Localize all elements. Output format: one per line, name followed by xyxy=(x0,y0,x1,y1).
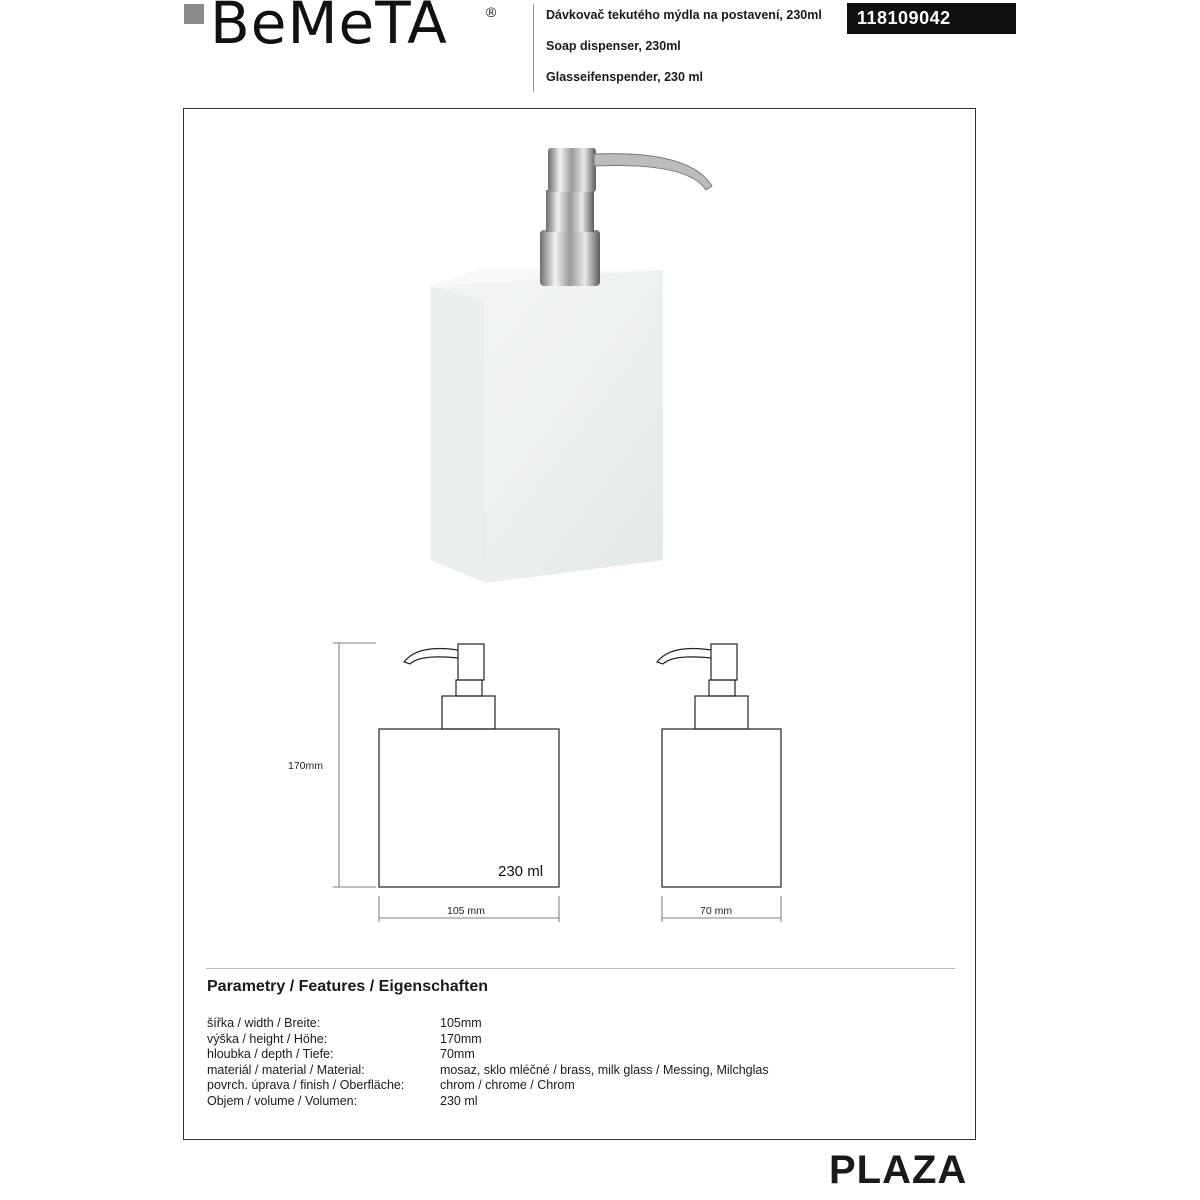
feature-row xyxy=(207,1063,769,1079)
feature-value: mosaz, sklo mléčné / brass, milk glass / Messing, Milchglas xyxy=(440,1062,769,1077)
dimension-lines xyxy=(333,643,781,922)
title-german: Glasseifenspender, 230 ml xyxy=(546,70,704,84)
feature-value: 70mm xyxy=(440,1047,475,1061)
feature-row xyxy=(207,1078,769,1094)
side-width-dimension-label: 70 mm xyxy=(700,905,733,917)
features-table xyxy=(207,1016,769,1109)
height-dimension-label: 170mm xyxy=(288,760,324,772)
feature-value: chrom / chrome / Chrom xyxy=(440,1078,575,1092)
feature-row xyxy=(207,1016,769,1032)
feature-label: výška / height / Höhe: xyxy=(207,1031,328,1046)
features-title: Parametry / Features / Eigenschaften xyxy=(207,978,488,995)
feature-value: 105mm xyxy=(440,1016,482,1030)
feature-row xyxy=(207,1047,769,1063)
section-divider xyxy=(206,968,955,969)
feature-label: hloubka / depth / Tiefe: xyxy=(207,1047,334,1061)
feature-row xyxy=(207,1094,769,1110)
front-width-dimension-label: 105 mm xyxy=(447,905,485,917)
volume-label: 230 ml xyxy=(498,863,544,880)
side-view xyxy=(657,644,781,887)
feature-value: 230 ml xyxy=(440,1093,478,1108)
feature-row xyxy=(207,1032,769,1048)
feature-value: 170mm xyxy=(440,1031,482,1046)
brand-logo: BeMeTA xyxy=(210,0,448,57)
registered-mark: ® xyxy=(486,4,497,20)
feature-label: šířka / width / Breite: xyxy=(207,1016,321,1030)
front-view xyxy=(379,644,559,887)
feature-label: Objem / volume / Volumen: xyxy=(207,1093,358,1108)
product-code: 118109042 xyxy=(847,3,1016,34)
feature-label: povrch. úprava / finish / Oberfläche: xyxy=(207,1078,405,1092)
title-czech: Dávkovač tekutého mýdla na postavení, 230ml xyxy=(546,8,822,22)
feature-label: materiál / material / Material: xyxy=(207,1062,365,1077)
title-english: Soap dispenser, 230ml xyxy=(546,39,681,53)
product-line-name: PLAZA xyxy=(829,1148,968,1192)
